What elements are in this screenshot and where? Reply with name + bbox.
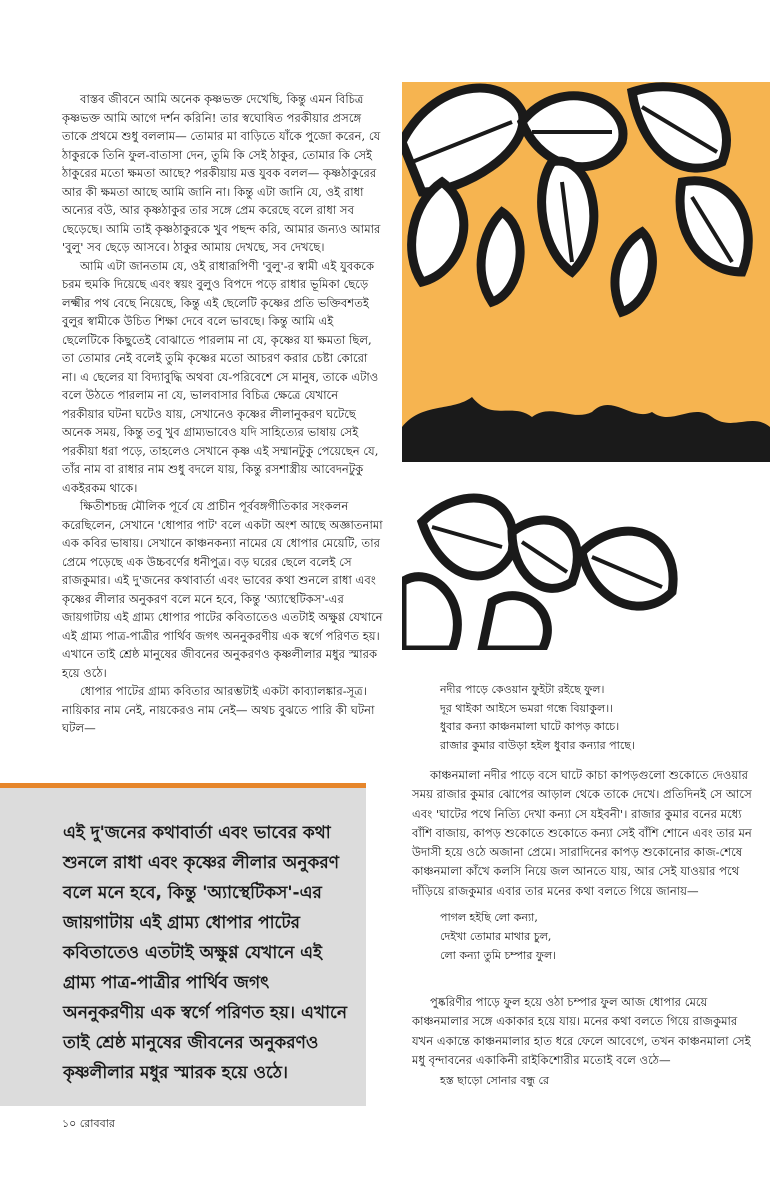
page-folio: ১০ রোববার: [62, 1117, 115, 1130]
leaf-illustration-svg: [402, 82, 770, 650]
left-paragraph-3: ক্ষিতীশচন্দ্র মৌলিক পূর্বে যে প্রাচীন পূর্ববঙ্গগীতিকার সংকলন করেছিলেন, সেখানে 'ধোপার পাট' বলে একটা অংশ আছে অজ্ঞাতনামা এক কবির ভাষায়। সেখানে কাঞ্চনকন্যা নামের যে ধোপার মেয়েটি, তার প্রেমে পড়েছে এক উচ্চবর্ণের ধনীপুত্র। বড় ঘরের ছেলে বলেই সে রাজকুমার। এই দু'জনের কথাবার্তা এবং ভাবের কথা শুনলে রাধা এবং কৃষ্ণের লীলার অনুকরণ বলে মনে হবে, কিন্তু 'অ্যাস্থেটিকস'-এর জায়গাটায় এই গ্রাম্য ধোপার পাটের কবিতাতেও এতটাই অক্ষুণ্ণ যেখানে এই গ্রাম্য পাত্র-পাত্রীর পার্থিব জগৎ অননুকরণীয় এক স্বর্গে পরিণত হয়। এখানে তাই শ্রেষ্ঠ মানুষের জীবনের অনুকরণও কৃষ্ণলীলার মধুর স্মারক হয়ে ওঠে।: [62, 499, 383, 680]
poem-line: নদীর পাড়ে কেওয়ান ফুইটা রইছে ফুল।: [440, 683, 605, 696]
pull-quote-text: এই দু'জনের কথাবার্তা এবং ভাবের কথা শুনলে রাধা এবং কৃষ্ণের লীলার অনুকরণ বলে মনে হবে, কিন্তু 'অ্যাস্থেটিকস'-এর জায়গাটায় এই গ্রাম্য ধোপার পাটের কবিতাতেও এতটাই অক্ষুণ্ণ যেখানে এই গ্রাম্য পাত্র-পাত্রীর পার্থিব জগৎ অননুকরণীয় এক স্বর্গে পরিণত হয়। এখানে তাই শ্রেষ্ঠ মানুষের জীবনের অনুকরণও কৃষ্ণলীলার মধুর স্মারক হয়ে ওঠে।: [63, 823, 347, 1083]
poem-excerpt-1: [440, 681, 635, 755]
poem-line: ধুবার কন্যা কাঞ্চনমালা ঘাটে কাপড় কাচে।: [440, 720, 620, 733]
poem-line: লো কন্যা তুমি চম্পার ফুল।: [440, 949, 557, 962]
right-paragraph-2: পুষ্করিণীর পাড়ে ফুল হয়ে ওঠা চম্পার ফুল আজ ধোপার মেয়ে কাঞ্চনমালার সঙ্গে একাকার হয়ে যায়। মনের কথা বলতে গিয়ে রাজকুমার যখন একান্তে কাঞ্চনমালার হাত ধরে ফেলে আবেগে, তখন কাঞ্চনমালা সেই মধু বৃন্দাবনের একাকিনী রাইকিশোরীর মতোই বলে ওঠে—: [412, 995, 751, 1067]
left-paragraph-4: ধোপার পাটের গ্রাম্য কবিতার আরম্ভটাই একটা কাব্যালঙ্কার-সূত্র। নায়িকার নাম নেই, নায়কেরও নাম নেই— অথচ বুঝতে পারি কী ঘটনা ঘটল—: [62, 684, 375, 735]
illustration-leaves: [402, 82, 770, 650]
poem-line: পাগল হইছি লো কন্যা,: [440, 911, 538, 924]
right-column-text-1: [412, 766, 756, 901]
poem-line: দেইখা তোমার মাথার চুল,: [440, 930, 552, 943]
pull-quote-box: [0, 783, 366, 1106]
right-paragraph-1: কাঞ্চনমালা নদীর পাড়ে বসে ঘাটে কাচা কাপড়গুলো শুকোতে দেওয়ার সময় রাজার কুমার ঝোপের আড়াল থেকে তাকে দেখে। প্রতিদিনই সে আসে এবং 'ঘাটের পথে নিত্যি দেখা কন্যা সে যইবনী'। রাজার কুমার বনের মধ্যে বাঁশি বাজায়, কাপড় শুকোতে শুকোতে কন্যা সেই বাঁশি শোনে এবং তার মন উদাসী হয়ে ওঠে অজানা প্রেমে। সারাদিনের কাপড় শুকোনোর কাজ-শেষে কাঞ্চনমালা কাঁখে কলসি নিয়ে জল আনতে যায়, আর সেই যাওয়ার পথে দাঁড়িয়ে রাজকুমার এবার তার মনের কথা বলতে গিয়ে জানায়—: [412, 768, 752, 898]
left-paragraph-2: আমি এটা জানতাম যে, ওই রাধারূপিণী 'বুলু'-র স্বামী এই যুবককে চরম হুমকি দিয়েছে এবং স্বয়ং বুলুও বিপদে পড়ে রাধার ভূমিকা ছেড়ে লক্ষ্মীর পথ বেছে নিয়েছে, কিন্তু এই ছেলেটি কৃষ্ণের প্রতি ভক্তিবশতই বুলুর স্বামীকে উচিত শিক্ষা দেবে বলে ভাবছে। কিন্তু আমি এই ছেলেটিকে কিছুতেই বোঝাতে পারলাম না যে, কৃষ্ণের যা ক্ষমতা ছিল, তা তোমার নেই বলেই তুমি কৃষ্ণের মতো আচরণ করার চেষ্টা কোরো না। এ ছেলের যা বিদ্যাবুদ্ধি অথবা যে-পরিবেশে সে মানুষ, তাকে এটাও বলে উঠতে পারলাম না যে, ভালবাসার বিচিত্র ক্ষেত্রে যেখানে পরকীয়ার ঘটনা ঘটেও যায়, সেখানেও কৃষ্ণের লীলানুকরণ ঘটেছে অনেক সময়, কিন্তু তবু খুব গ্রাম্যভাবেও যদি সাহিত্যের ভাষায় সেই পরকীয়া ধরা পড়ে, তাহলেও সেখানে কৃষ্ণ এই সম্মানটুকু পেয়েছেন যে, তাঁর নাম বা রাধার নাম শুধু বদলে যায়, কিন্তু রসশাস্ত্রীয় আবেদনটুকু একইরকম থাকে।: [62, 258, 379, 495]
poem-line: দূর থাইকা আইসে ভমরা গন্ধে বিয়াকুল।।: [440, 701, 614, 715]
poem-excerpt-3: [440, 1072, 549, 1091]
right-column-text-2: [412, 993, 756, 1070]
left-paragraph-1: বাস্তব জীবনে আমি অনেক কৃষ্ণভক্ত দেখেছি, কিন্তু এমন বিচিত্র কৃষ্ণভক্ত আমি আগে দর্শন করিনি! তার স্বঘোষিত পরকীয়ার প্রসঙ্গে তাকে প্রথমে শুধু বললাম— তোমার মা বাড়িতে যাঁকে পুজো করেন, যে ঠাকুরকে তিনি ফুল-বাতাসা দেন, তুমি কি সেই ঠাকুর, তোমার কি সেই ঠাকুরের মতো ক্ষমতা আছে? পরকীয়ায় মত্ত যুবক বলল— কৃষ্ণঠাকুরের আর কী ক্ষমতা আছে আমি জানি না। কিন্তু এটা জানি যে, ওই রাধা অন্যের বউ, আর কৃষ্ণঠাকুর তার সঙ্গে প্রেম করেছে বলে রাধা সব ছেড়েছে। আমি তাই কৃষ্ণঠাকুরকে খুব পছন্দ করি, আমার জন্যও আমার 'বুলু' সব ছেড়ে আসবে। ঠাকুর আমায় দেখছে, সব দেখছে।: [62, 92, 381, 254]
poem-excerpt-2: [440, 908, 556, 965]
poem-line: রাজার কুমার বাউড়া হইল ধুবার কন্যার পাছে।: [440, 738, 635, 752]
poem-line: হস্ত ছাড়ো সোনার বন্ধু রে: [440, 1074, 550, 1087]
left-column-article: [62, 90, 384, 738]
